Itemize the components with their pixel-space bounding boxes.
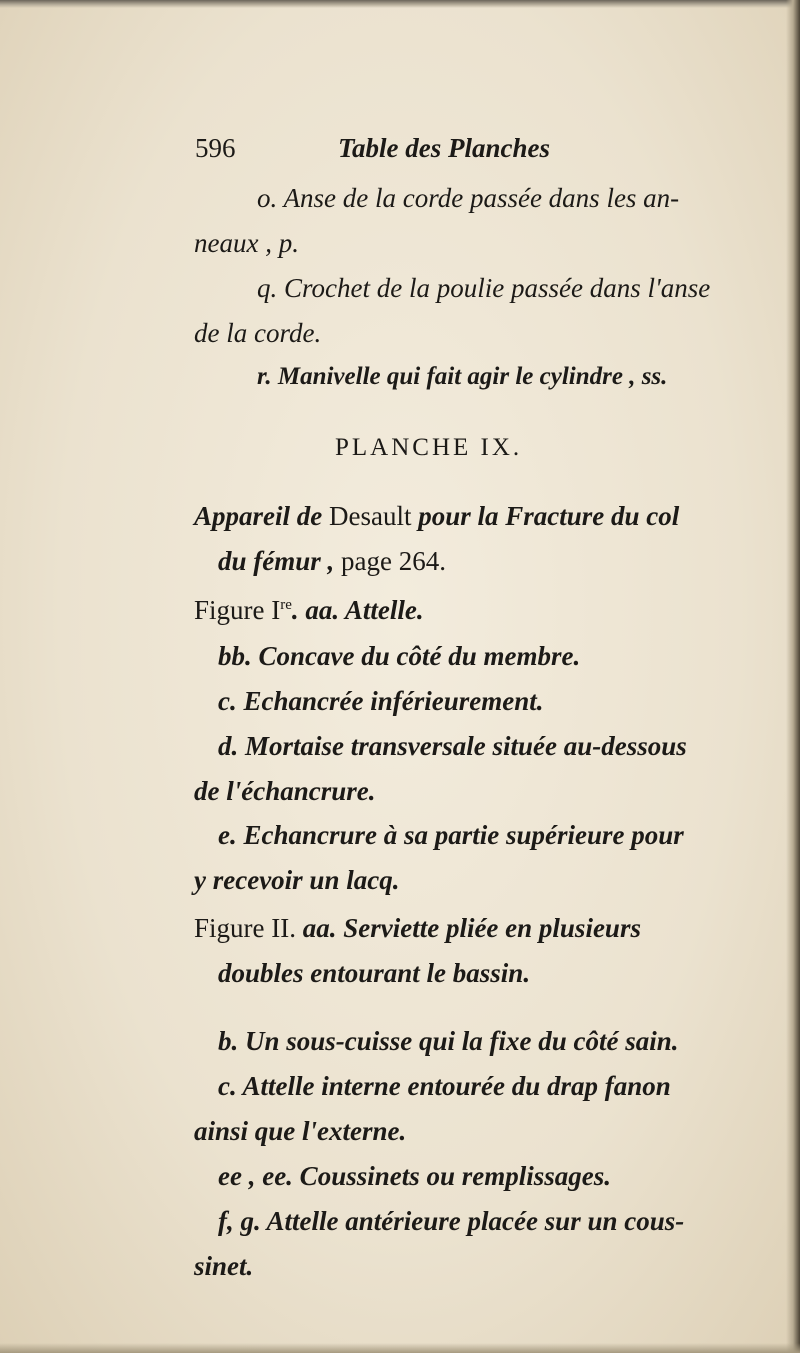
text-line: bb. Concave du côté du membre. xyxy=(218,641,581,671)
title-part: pour la Fracture du col xyxy=(418,501,680,531)
text-line: c. Attelle interne entourée du drap fanon xyxy=(218,1071,671,1101)
author-name: Desault xyxy=(329,501,412,531)
text-line: d. Mortaise transversale située au-dessous xyxy=(218,731,687,761)
text-line: neaux , p. xyxy=(194,228,299,258)
figure-2-line xyxy=(194,915,641,942)
text-line: r. Manivelle qui fait agir le cylindre , ss. xyxy=(257,363,668,390)
figure-label: Figure I xyxy=(194,595,281,625)
page-top-edge xyxy=(0,0,800,8)
title-part: Appareil de xyxy=(194,501,323,531)
figure-text: . aa. Attelle. xyxy=(291,595,424,625)
running-title: Table des Planches xyxy=(338,133,550,163)
planche-title-line-2 xyxy=(218,548,446,575)
text-line: sinet. xyxy=(194,1251,254,1281)
planche-title-line-1 xyxy=(194,503,679,530)
text-line: y recevoir un lacq. xyxy=(194,865,400,895)
figure-text: aa. Serviette pliée en plusieurs xyxy=(302,913,641,943)
text-line: o. Anse de la corde passée dans les an- xyxy=(257,183,680,213)
text-line: doubles entourant le bassin. xyxy=(218,958,531,988)
page-reference: page 264. xyxy=(341,546,446,576)
text-line: ee , ee. Coussinets ou remplissages. xyxy=(218,1161,612,1191)
text-line: b. Un sous-cuisse qui la fixe du côté sain. xyxy=(218,1026,679,1056)
text-line: f, g. Attelle antérieure placée sur un cous- xyxy=(218,1206,685,1236)
text-line: de l'échancrure. xyxy=(194,776,376,806)
text-line: ainsi que l'externe. xyxy=(194,1116,407,1146)
page-right-edge xyxy=(786,0,800,1353)
text-line: e. Echancrure à sa partie supérieure pour xyxy=(218,820,684,850)
figure-label-sup: re xyxy=(280,597,292,613)
title-part: du fémur , xyxy=(218,546,335,576)
text-line: de la corde. xyxy=(194,318,322,348)
page-bottom-edge xyxy=(0,1343,800,1353)
figure-1-line xyxy=(194,597,424,624)
figure-label: Figure II. xyxy=(194,913,296,943)
text-line: c. Echancrée inférieurement. xyxy=(218,686,544,716)
planche-heading: PLANCHE IX. xyxy=(335,434,523,461)
page-number: 596 xyxy=(195,133,236,163)
text-line: q. Crochet de la poulie passée dans l'anse xyxy=(257,273,711,303)
